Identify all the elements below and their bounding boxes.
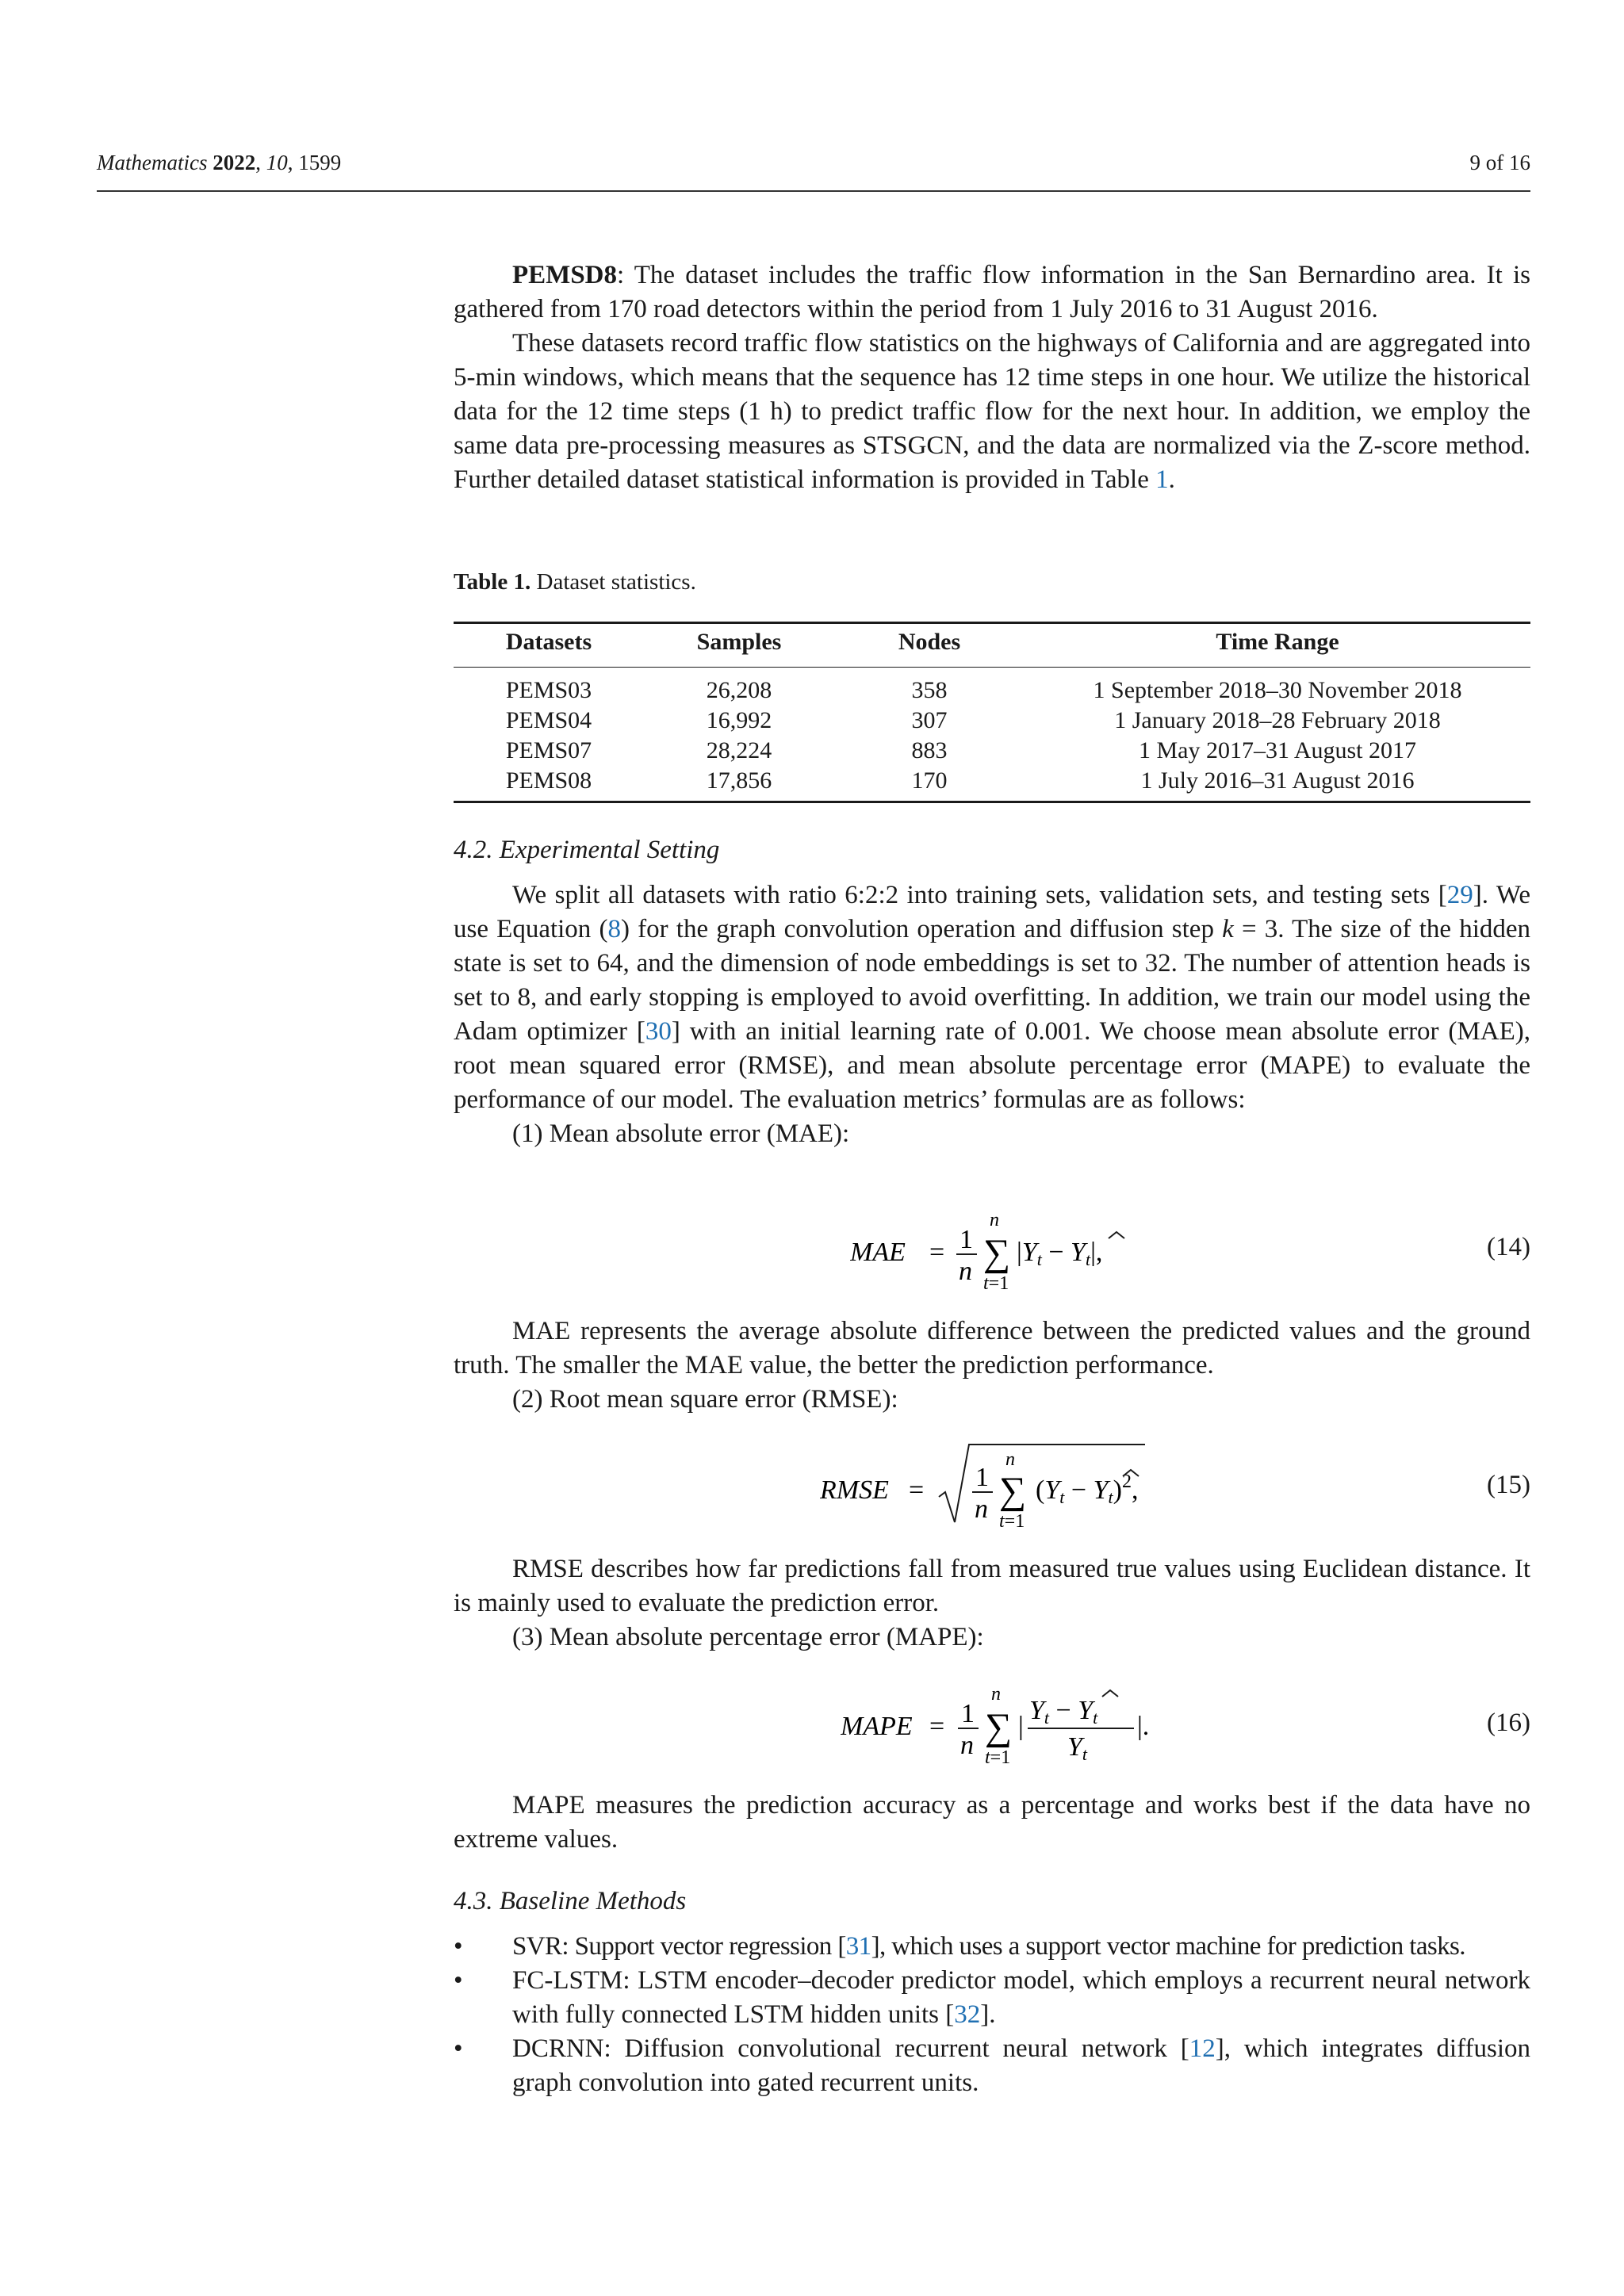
table-row: PEMS08 17,856 170 1 July 2016–31 August 2016: [454, 766, 1530, 802]
experimental-setting-text: [454, 878, 1530, 1151]
baseline-list: [454, 1930, 1564, 2100]
svg-text:n: n: [975, 1494, 988, 1524]
svg-text:∑: ∑: [999, 1470, 1027, 1512]
list-item: • DCRNN: Diffusion convolutional recurrent neural network [12], which integrates diffusion graph convolution into gated recurrent units.: [454, 2032, 1530, 2100]
svg-text:t=1: t=1: [999, 1511, 1025, 1532]
svg-text:n: n: [1005, 1449, 1015, 1470]
svg-text:1: 1: [961, 1699, 975, 1728]
svg-text:=: =: [929, 1238, 945, 1267]
ref-31-link[interactable]: 31: [845, 1932, 871, 1961]
pemsd8-label: PEMSD8: [512, 261, 617, 289]
table-row: PEMS04 16,992 307 1 January 2018–28 February 2018: [505, 707, 1441, 733]
dataset-table: [454, 622, 1530, 803]
col-header-time-range: Time Range: [1216, 629, 1339, 655]
svg-text:Yt: Yt: [1067, 1732, 1088, 1764]
intro-section: [454, 258, 1530, 497]
journal-name: Mathematics: [97, 151, 208, 174]
mae-description: MAE represents the average absolute difference between the predicted values and the ground truth. The smaller the MAE value, the better the prediction performance. (2) Root mean square error (RMSE):: [454, 1314, 1530, 1417]
svg-text:|: |: [1018, 1712, 1024, 1741]
datasets-paragraph: These datasets record traffic flow statistics on the highways of California and are aggregated into 5-min windows, which means that the sequence has 12 time steps in one hour. We utilize the historical data for the 12 time steps (1 h) to predict traffic flow for the next hour. In addition, we employ the same data pre-processing measures as STSGCN, and the data are normalized via the Z-score method. Further detailed dataset statistical information is provided in Table 1.: [454, 329, 1530, 494]
eq-8-link[interactable]: 8: [607, 915, 621, 943]
mae-equation: [850, 1207, 1215, 1301]
table-caption: Table 1. Dataset statistics.: [454, 569, 696, 595]
ref-32-link[interactable]: 32: [954, 2000, 981, 2029]
metric-3-label: (3) Mean absolute percentage error (MAPE):: [512, 1623, 984, 1651]
mape-description: MAPE measures the prediction accuracy as a percentage and works best if the data have no extreme values.: [454, 1791, 1530, 1854]
svg-text:Yt − Yt: Yt − Yt: [1029, 1696, 1098, 1728]
mae-lhs: MAE: [850, 1238, 906, 1267]
col-header-samples: Samples: [696, 629, 782, 655]
header-rule: [97, 190, 1530, 192]
page-number: 9 of 16: [1469, 151, 1530, 174]
running-header: Mathematics 2022, 10, 1599 9 of 16: [97, 151, 1530, 174]
svg-text:=: =: [929, 1712, 945, 1741]
svg-text:(Yt − Yt)2,: $(Yt - Yt)^2$,: [1036, 1471, 1139, 1507]
ref-30-link[interactable]: 30: [645, 1017, 672, 1046]
svg-text:∑: ∑: [983, 1232, 1011, 1274]
mape-equation: [841, 1679, 1221, 1781]
setting-paragraph: We split all datasets with ratio 6:2:2 into training sets, validation sets, and testing sets [29]. We use Equation (8) for the graph convolution operation and diffusion step k = 3. The size of the hidden state is set to 64, and the dimension of node embeddings is set to 32. The number of attention heads is set to 8, and early stopping is employed to avoid overfitting. In addition, we train our model using the Adam optimizer [30] with an initial learning rate of 0.001. We choose mean absolute error (MAE), root mean squared error (RMSE), and mean absolute percentage error (MAPE) to evaluate the performance of our model. The evaluation metrics’ formulas are as follows:: [454, 881, 1531, 1114]
svg-text:n: n: [990, 1210, 999, 1230]
table-ref-link[interactable]: 1: [1155, 465, 1169, 494]
section-4-3-title: 4.3. Baseline Methods: [454, 1887, 687, 1915]
svg-text:1: 1: [959, 1225, 973, 1254]
bullet-icon: •: [454, 1966, 463, 1995]
metric-1-label: (1) Mean absolute error (MAE):: [512, 1119, 850, 1148]
svg-text:n: n: [991, 1684, 1001, 1705]
table-row: PEMS03 26,208 358 1 September 2018–30 November 2018: [454, 668, 1530, 706]
svg-text:1: 1: [975, 1463, 989, 1492]
rmse-equation: [820, 1440, 1232, 1542]
eq-number-14: (14): [1487, 1233, 1530, 1261]
list-item: • FC-LSTM: LSTM encoder–decoder predictor model, which employs a recurrent neural network with fully connected LSTM hidden units [32].: [454, 1964, 1530, 2032]
journal-volume: 10: [266, 151, 288, 174]
svg-text:=: =: [909, 1475, 925, 1505]
eq-number-16: (16): [1487, 1709, 1530, 1737]
svg-text:t=1: t=1: [983, 1273, 1009, 1294]
journal-year: 2022: [213, 151, 256, 174]
col-header-datasets: Datasets: [505, 629, 592, 655]
ref-29-link[interactable]: 29: [1446, 881, 1473, 909]
bullet-icon: •: [454, 1932, 463, 1961]
table-row: PEMS07 28,224 883 1 May 2017–31 August 2017: [505, 737, 1416, 763]
svg-text:t=1: t=1: [985, 1747, 1011, 1768]
svg-text:n: n: [959, 1257, 972, 1286]
col-header-nodes: Nodes: [898, 629, 961, 655]
list-item: • SVR: Support vector regression [31], which uses a support vector machine for prediction tasks.: [454, 1930, 1564, 1964]
svg-text:|.: |.: [1137, 1712, 1150, 1741]
rmse-lhs: RMSE: [820, 1475, 889, 1505]
eq-number-15: (15): [1487, 1471, 1530, 1499]
rmse-description: RMSE describes how far predictions fall from measured true values using Euclidean distance. It is mainly used to evaluate the prediction error. (3) Mean absolute percentage error (MAPE):: [454, 1552, 1530, 1655]
article-number: 1599: [298, 151, 342, 174]
section-4-2-title: 4.2. Experimental Setting: [454, 836, 720, 864]
ref-12-link[interactable]: 12: [1189, 2034, 1216, 2063]
pemsd8-paragraph: PEMSD8: The dataset includes the traffic flow information in the San Bernardino area. It is gathered from 170 road detectors within the period from 1 July 2016 to 31 August 2016.: [454, 261, 1530, 323]
svg-text:|Yt − Yt|,: |Yt − Yt|,: [1017, 1238, 1103, 1269]
metric-2-label: (2) Root mean square error (RMSE):: [512, 1385, 898, 1414]
svg-text:∑: ∑: [985, 1706, 1013, 1748]
svg-text:n: n: [960, 1731, 974, 1760]
bullet-icon: •: [454, 2034, 463, 2063]
mape-lhs: MAPE: [841, 1712, 913, 1741]
